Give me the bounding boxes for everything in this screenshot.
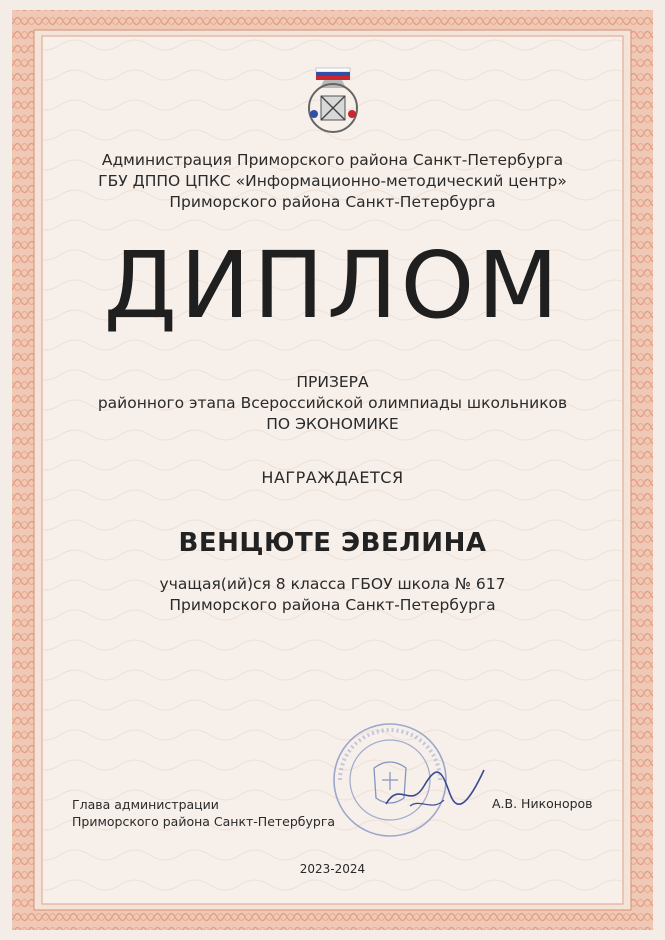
olympiad-emblem [294,66,372,136]
subtitle-block [0,372,665,435]
diploma-title: ДИПЛОМ [103,232,562,339]
subtitle-line-1: ПРИЗЕРА [296,373,369,391]
recipient-details [0,574,665,616]
subtitle-line-2: районного этапа Всероссийской олимпиады школьников [97,394,568,412]
signatory-position [72,796,335,830]
organization-line-3: Приморского района Санкт-Петербурга [169,193,496,211]
award-text: НАГРАЖДАЕТСЯ [261,468,404,487]
organization-line-1: Администрация Приморского района Санкт-Петербурга [101,151,564,169]
recipient-line-2: Приморского района Санкт-Петербурга [169,596,496,614]
handwritten-signature [380,760,490,820]
signatory-position-line-1: Глава администрации [72,797,219,812]
academic-year: 2023-2024 [299,862,366,876]
recipient-line-1: учащая(ий)ся 8 класса ГБОУ школа № 617 [159,575,506,593]
signatory-position-line-2: Приморского района Санкт-Петербурга [72,814,336,829]
organization-line-2: ГБУ ДППО ЦПКС «Информационно-методический центр» [98,172,567,190]
recipient-name: ВЕНЦЮТЕ ЭВЕЛИНА [178,528,487,558]
signatory-name: А.В. Никоноров [492,796,593,811]
subtitle-line-3: ПО ЭКОНОМИКЕ [266,415,399,433]
organization-block [0,150,665,213]
